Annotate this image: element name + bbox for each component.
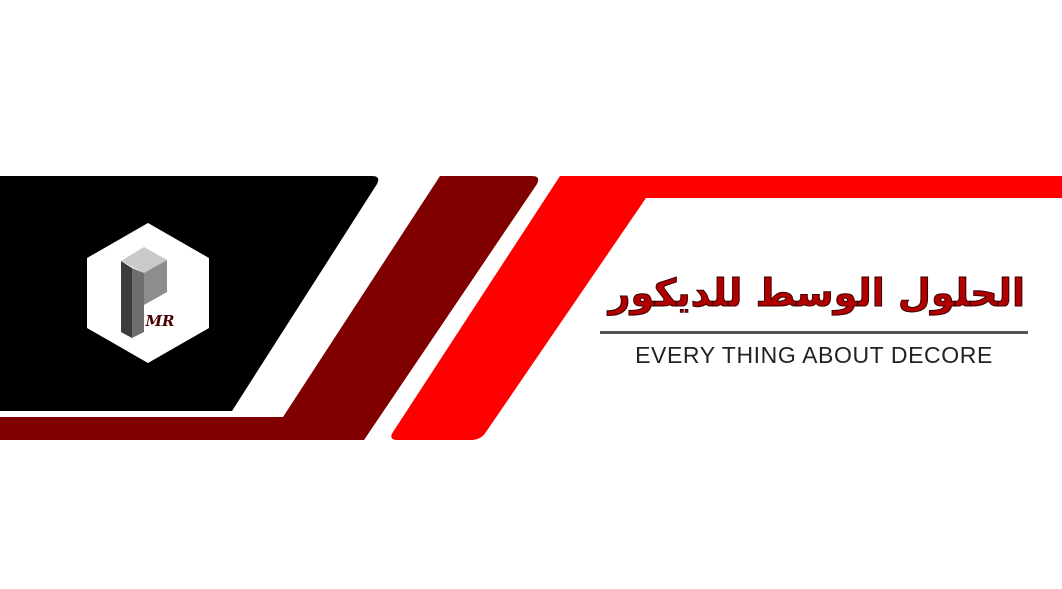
logo-pillar-side [121,261,132,338]
title-divider [600,331,1028,334]
logo-pillar-front [132,268,144,338]
arabic-title: الحلول الوسط للديكور [608,271,1025,315]
logo-initials: MR [145,312,175,330]
tagline: EVERY THING ABOUT DECORE [635,342,993,368]
hexagon-cube-logo [84,220,212,366]
